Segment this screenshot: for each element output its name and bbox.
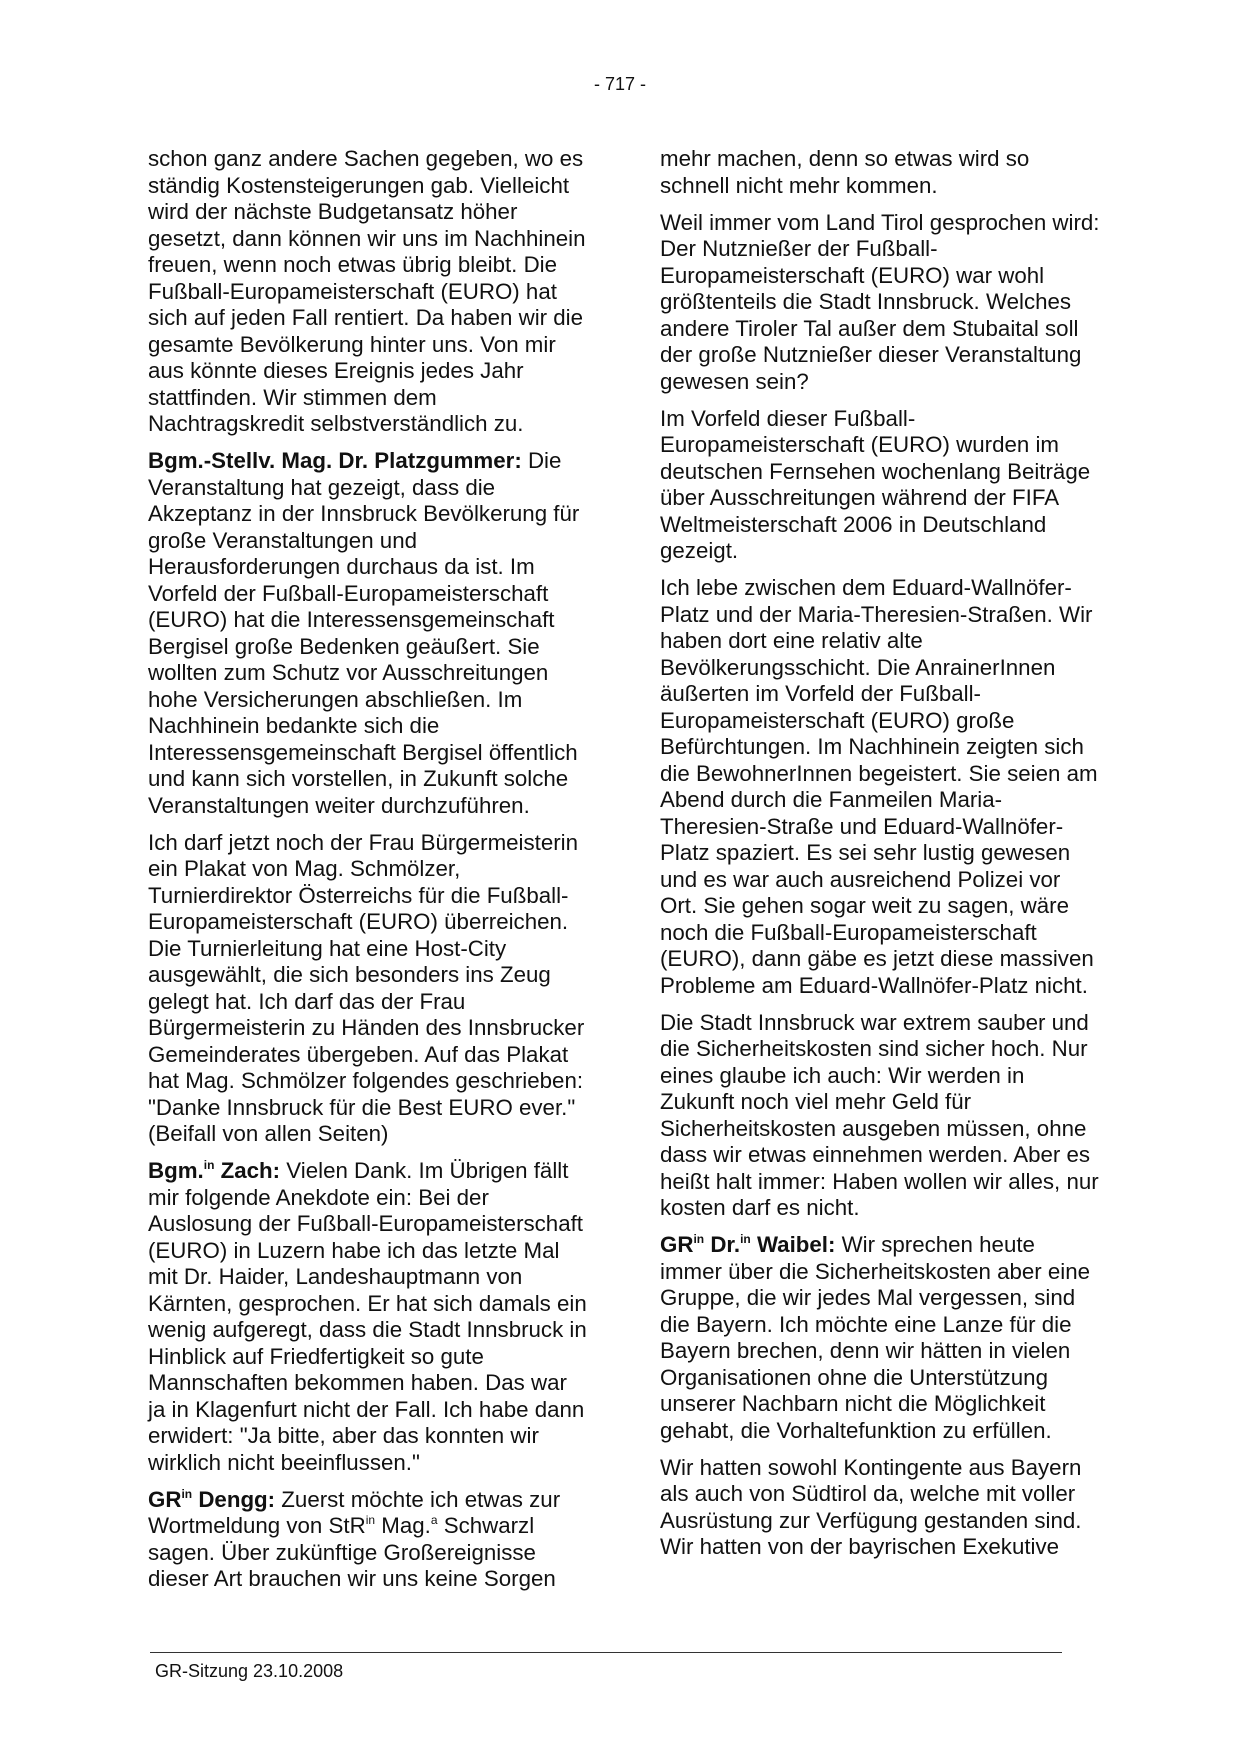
speaker-title: Dr. [704, 1232, 741, 1257]
paragraph-text: Ich lebe zwischen dem Eduard-Wallnöfer-Platz und der Maria-Theresien-Straßen. Wir haben dort eine relativ alte Bevölkerungsschicht. Die AnrainerInnen äußerten im Vorfeld der Fußball-Europameisterschaft (EURO) große Befürchtungen. Im Nachhinein zeigten sich die BewohnerInnen begeistert. Sie seien am Abend durch die Fanmeilen Maria-Theresien-Straße und Eduard-Wallnöfer-Platz spaziert. Es sei sehr lustig gewesen und es war auch ausreichend Polizei vor Ort. Sie gehen sogar weit zu sagen, wäre noch die Fußball-Europameisterschaft (EURO), dann gäbe es jetzt diese massiven Probleme am Eduard-Wallnöfer-Platz nicht. [660, 575, 1098, 998]
paragraph-text: Weil immer vom Land Tirol gesprochen wird: Der Nutznießer der Fußball-Europameisterschaft (EURO) war wohl größtenteils die Stadt Innsbruck. Welches andere Tiroler Tal außer dem Stubaital soll der große Nutznießer dieser Veranstaltung gewesen sein? [660, 209, 1100, 394]
paragraph-text: Wir hatten sowohl Kontingente aus Bayern als auch von Südtirol da, welche mit voller Ausrüstung zur Verfügung gestanden sind. Wir hatten von der bayrischen Exekutive [660, 1454, 1082, 1559]
paragraph-text: Die Stadt Innsbruck war extrem sauber und die Sicherheitskosten sind sicher hoch. Nur eines glaube ich auch: Wir werden in Zukunft noch viel mehr Geld für Sicherheitskosten ausgeben müssen, ohne dass wir etwas einnehmen werden. Aber es heißt halt immer: Haben wollen wir alles, nur kosten darf es nicht. [660, 1009, 1099, 1220]
speaker-surname: Waibel: [750, 1232, 836, 1257]
paragraph [148, 448, 588, 819]
paragraph [148, 1158, 588, 1476]
paragraph-text: Vielen Dank. Im Übrigen fällt mir folgende Anekdote ein: Bei der Auslosung der Fußball-Europameisterschaft (EURO) in Luzern habe ich das letzte Mal mit Dr. Haider, Landeshauptmann von Kärnten, gesprochen. Er hat sich damals ein wenig aufgeregt, dass die Stadt Innsbruck in Hinblick auf Friedfertigkeit so gute Mannschaften bekommen haben. Das war ja in Klagenfurt nicht der Fall. Ich habe dann erwidert: "Ja bitte, aber das konnten wir wirklich nicht beeinflussen." [148, 1158, 587, 1475]
superscript: in [740, 1232, 751, 1246]
paragraph-text: schon ganz andere Sachen gegeben, wo es ständig Kostensteigerungen gab. Vielleicht wird der nächste Budgetansatz höher gesetzt, dann können wir uns im Nachhinein freuen, wenn noch etwas übrig bleibt. Die Fußball-Europameisterschaft (EURO) hat sich auf jeden Fall rentiert. Da haben wir die gesamte Bevölkerung hinter uns. Von mir aus könnte dieses Ereignis jedes Jahr stattfinden. Wir stimmen dem Nachtragskredit selbstverständlich zu. [148, 146, 586, 436]
superscript: a [430, 1513, 438, 1527]
paragraph [660, 1010, 1100, 1222]
paragraph-text: mehr machen, denn so etwas wird so schnell nicht mehr kommen. [660, 146, 1030, 198]
speaker-surname: Dengg: [192, 1486, 276, 1512]
paragraph-text: Schwarzl sagen. Über zukünftige Großereignisse dieser Art brauchen wir uns keine Sorgen [148, 1513, 556, 1591]
paragraph-text: Ich darf jetzt noch der Frau Bürgermeisterin ein Plakat von Mag. Schmölzer, Turnierdirektor Österreichs für die Fußball-Europameisterschaft (EURO) überreichen. Die Turnierleitung hat eine Host-City ausgewählt, die sich besonders ins Zeug gelegt hat. Ich darf das der Frau Bürgermeisterin zu Händen des Innsbrucker Gemeinderates übergeben. Auf das Plakat hat Mag. Schmölzer folgendes geschrieben: "Danke Innsbruck für die Best EURO ever." (Beifall von allen Seiten) [148, 829, 585, 1146]
speaker-name [660, 1232, 835, 1257]
paragraph [660, 210, 1100, 396]
speaker-title: GR [660, 1232, 694, 1257]
speaker-name [148, 1158, 280, 1183]
paragraph-text: Die Veranstaltung hat gezeigt, dass die Akzeptanz in der Innsbruck Bevölkerung für große Veranstaltungen und Herausforderungen durchaus da ist. Im Vorfeld der Fußball-Europameisterschaft (EURO) hat die Interessensgemeinschaft Bergisel große Bedenken geäußert. Sie wollten zum Schutz vor Ausschreitungen hohe Versicherungen abschließen. Im Nachhinein bedankte sich die Interessensgemeinschaft Bergisel öffentlich und kann sich vorstellen, in Zukunft solche Veranstaltungen weiter durchzuführen. [148, 448, 580, 818]
paragraph-text: Zuerst möchte ich etwas zur Wortmeldung von StR [148, 1486, 561, 1538]
paragraph-text: Wir sprechen heute immer über die Sicherheitskosten aber eine Gruppe, die wir jedes Mal vergessen, sind die Bayern. Ich möchte eine Lanze für die Bayern brechen, denn wir hätten in vielen Organisationen ohne die Unterstützung unserer Nachbarn nicht die Möglichkeit gehabt, die Vorhaltefunktion zu erfüllen. [660, 1232, 1091, 1443]
speaker-name [148, 1487, 275, 1512]
paragraph [660, 575, 1100, 999]
speaker-name: Bgm.-Stellv. Mag. Dr. Platzgummer: [148, 448, 522, 473]
paragraph [148, 1487, 588, 1593]
paragraph [660, 1455, 1100, 1561]
paragraph [660, 406, 1100, 565]
superscript: in [181, 1486, 193, 1501]
footer-text: GR-Sitzung 23.10.2008 [155, 1661, 344, 1681]
right-column [660, 146, 1100, 1571]
superscript: in [203, 1158, 215, 1172]
superscript: in [365, 1513, 376, 1527]
paragraph-text: Mag. [375, 1513, 431, 1538]
speaker-title: Bgm. [148, 1158, 204, 1183]
footer-divider [150, 1652, 1062, 1653]
paragraph-text: Im Vorfeld dieser Fußball-Europameisterschaft (EURO) wurden im deutschen Fernsehen wochenlang Beiträge über Ausschreitungen während der FIFA Weltmeisterschaft 2006 in Deutschland gezeigt. [660, 405, 1091, 563]
page-number: - 717 - [593, 74, 647, 94]
left-column [148, 146, 588, 1603]
speaker-title: GR [148, 1486, 182, 1512]
speaker-surname: Zach: [214, 1158, 281, 1183]
superscript: in [693, 1232, 705, 1246]
paragraph [660, 1232, 1100, 1444]
paragraph [148, 146, 588, 438]
paragraph [148, 830, 588, 1148]
paragraph [660, 146, 1100, 199]
